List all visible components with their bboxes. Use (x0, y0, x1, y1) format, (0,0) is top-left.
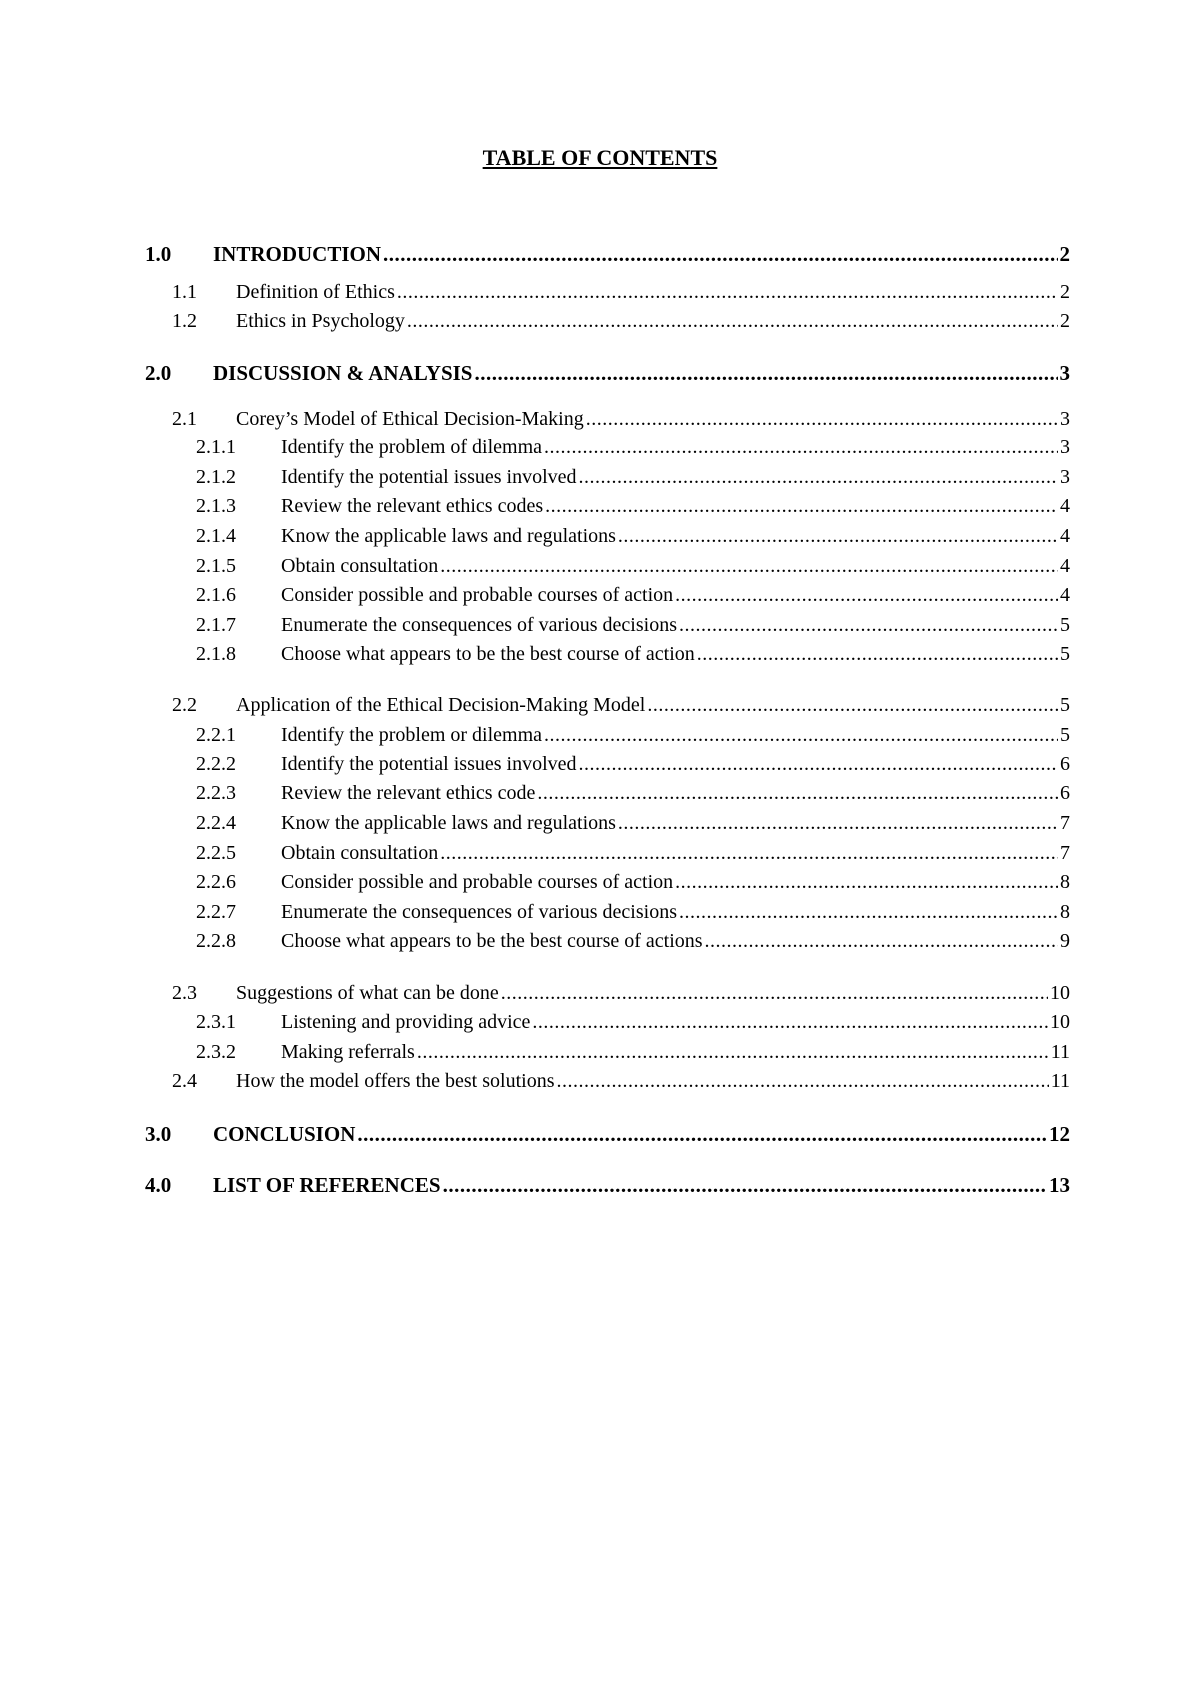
toc-entry-number: 4.0 (145, 1173, 172, 1197)
toc-entry-page: 12 (1049, 1122, 1070, 1146)
dot-leader (397, 278, 1058, 306)
dot-leader (556, 1067, 1048, 1095)
dot-leader (675, 581, 1058, 609)
toc-entry-title: Definition of Ethics (236, 281, 395, 303)
toc-entry-number: 3.0 (145, 1122, 172, 1146)
toc-entry-title: LIST OF REFERENCES (213, 1173, 441, 1197)
toc-entry-page: 2 (1060, 310, 1070, 332)
toc-entry-title: Enumerate the consequences of various decisions (281, 614, 677, 636)
dot-leader (357, 1120, 1047, 1148)
toc-entry-number: 2.1.2 (196, 466, 236, 488)
toc-entry-number: 2.2.7 (196, 901, 236, 923)
toc-entry-page: 5 (1060, 614, 1070, 636)
dot-leader (586, 405, 1058, 433)
toc-entry-page: 4 (1060, 495, 1070, 517)
toc-entry-title: Obtain consultation (281, 555, 439, 577)
toc-entry-page: 5 (1060, 694, 1070, 716)
dot-leader (440, 839, 1058, 867)
dot-leader (705, 927, 1058, 955)
dot-leader (532, 1008, 1048, 1036)
toc-entry-number: 2.3 (172, 982, 197, 1004)
page-title: TABLE OF CONTENTS (482, 145, 718, 170)
toc-entry-title: INTRODUCTION (213, 242, 382, 266)
toc-entry-page: 6 (1060, 782, 1070, 804)
toc-entry-title: Corey’s Model of Ethical Decision-Making (236, 408, 584, 430)
toc-entry-page: 8 (1060, 871, 1070, 893)
toc-entry-number: 2.1.5 (196, 555, 236, 577)
toc-entry-title: Identify the problem or dilemma (281, 724, 543, 746)
toc-entry-page: 3 (1060, 436, 1070, 458)
toc-entry-page: 4 (1060, 555, 1070, 577)
toc-entry-page: 5 (1060, 724, 1070, 746)
toc-entry-page: 2 (1060, 281, 1070, 303)
toc-entry-number: 2.1.3 (196, 495, 236, 517)
toc-entry-title: Identify the potential issues involved (281, 753, 577, 775)
toc-entry-title: Obtain consultation (281, 842, 439, 864)
toc-entry-number: 2.2.2 (196, 753, 236, 775)
toc-entry-title: Ethics in Psychology (236, 310, 405, 332)
dot-leader (647, 691, 1058, 719)
toc-entry-number: 2.2 (172, 694, 197, 716)
toc-entry-page: 3 (1060, 466, 1070, 488)
toc-entry-title: Choose what appears to be the best course of action (281, 643, 695, 665)
toc-entry-number: 1.1 (172, 281, 197, 303)
toc-entry-number: 2.3.1 (196, 1011, 236, 1033)
toc-entry-page: 9 (1060, 930, 1070, 952)
toc-entry-page: 11 (1050, 1070, 1070, 1092)
toc-entry-title: Review the relevant ethics codes (281, 495, 544, 517)
dot-leader (545, 492, 1058, 520)
toc-entry-number: 2.1.4 (196, 525, 236, 547)
toc-entry-title: CONCLUSION (213, 1122, 356, 1146)
dot-leader (579, 463, 1059, 491)
toc-entry-title: Suggestions of what can be done (236, 982, 499, 1004)
toc-entry-page: 3 (1060, 408, 1070, 430)
toc-entry-page: 13 (1049, 1173, 1070, 1197)
toc-entry-number: 1.2 (172, 310, 197, 332)
toc-entry-page: 10 (1050, 1011, 1070, 1033)
toc-entry-number: 2.1.6 (196, 584, 236, 606)
toc-entry-page: 7 (1060, 842, 1070, 864)
toc-entry-page: 11 (1050, 1041, 1070, 1063)
toc-entry-number: 2.2.8 (196, 930, 236, 952)
dot-leader (537, 779, 1058, 807)
toc-entry-page: 7 (1060, 812, 1070, 834)
dot-leader (618, 809, 1058, 837)
toc-entry-number: 2.1.7 (196, 614, 236, 636)
dot-leader (501, 979, 1048, 1007)
dot-leader (679, 611, 1058, 639)
dot-leader (675, 868, 1058, 896)
dot-leader (407, 307, 1058, 335)
toc-entry-number: 1.0 (145, 242, 172, 266)
toc-entry-number: 2.2.5 (196, 842, 236, 864)
toc-entry-page: 10 (1050, 982, 1070, 1004)
toc-entry-number: 2.2.4 (196, 812, 236, 834)
toc-entry-number: 2.3.2 (196, 1041, 236, 1063)
toc-entry-title: How the model offers the best solutions (236, 1070, 555, 1092)
toc-entry-number: 2.1.1 (196, 436, 236, 458)
dot-leader (618, 522, 1058, 550)
toc-entry-title: Consider possible and probable courses of action (281, 871, 674, 893)
toc-entry-title: Consider possible and probable courses of action (281, 584, 674, 606)
dot-leader (544, 721, 1058, 749)
toc-entry-title: Know the applicable laws and regulations (281, 812, 616, 834)
toc-entry-title: Review the relevant ethics code (281, 782, 536, 804)
toc-entry-title: Choose what appears to be the best course of actions (281, 930, 703, 952)
toc-entry-title: Listening and providing advice (281, 1011, 531, 1033)
dot-leader (440, 552, 1058, 580)
dot-leader (475, 359, 1058, 387)
toc-entry-title: Identify the problem of dilemma (281, 436, 543, 458)
toc-entry-page: 6 (1060, 753, 1070, 775)
dot-leader (544, 433, 1058, 461)
dot-leader (443, 1171, 1047, 1199)
toc-entry-page: 5 (1060, 643, 1070, 665)
toc-entry-title: Identify the potential issues involved (281, 466, 577, 488)
dot-leader (579, 750, 1059, 778)
dot-leader (697, 640, 1058, 668)
toc-entry-number: 2.2.1 (196, 724, 236, 746)
toc-entry-title: Enumerate the consequences of various decisions (281, 901, 677, 923)
toc-entry-page: 4 (1060, 584, 1070, 606)
dot-leader (679, 898, 1058, 926)
toc-entry-title: Making referrals (281, 1041, 415, 1063)
toc-entry-page: 8 (1060, 901, 1070, 923)
toc-entry-title: DISCUSSION & ANALYSIS (213, 361, 473, 385)
toc-entry-title: Know the applicable laws and regulations (281, 525, 616, 547)
dot-leader (383, 240, 1057, 268)
toc-entry-number: 2.1.8 (196, 643, 236, 665)
toc-entry-page: 4 (1060, 525, 1070, 547)
toc-entry-number: 2.4 (172, 1070, 197, 1092)
dot-leader (417, 1038, 1049, 1066)
toc-entry-page: 3 (1059, 361, 1070, 385)
toc-entry-number: 2.0 (145, 361, 172, 385)
toc-entry-page: 2 (1059, 242, 1070, 266)
toc-entry-number: 2.1 (172, 408, 197, 430)
toc-entry-number: 2.2.3 (196, 782, 236, 804)
toc-entry-title: Application of the Ethical Decision-Making Model (236, 694, 646, 716)
toc-entry-number: 2.2.6 (196, 871, 236, 893)
